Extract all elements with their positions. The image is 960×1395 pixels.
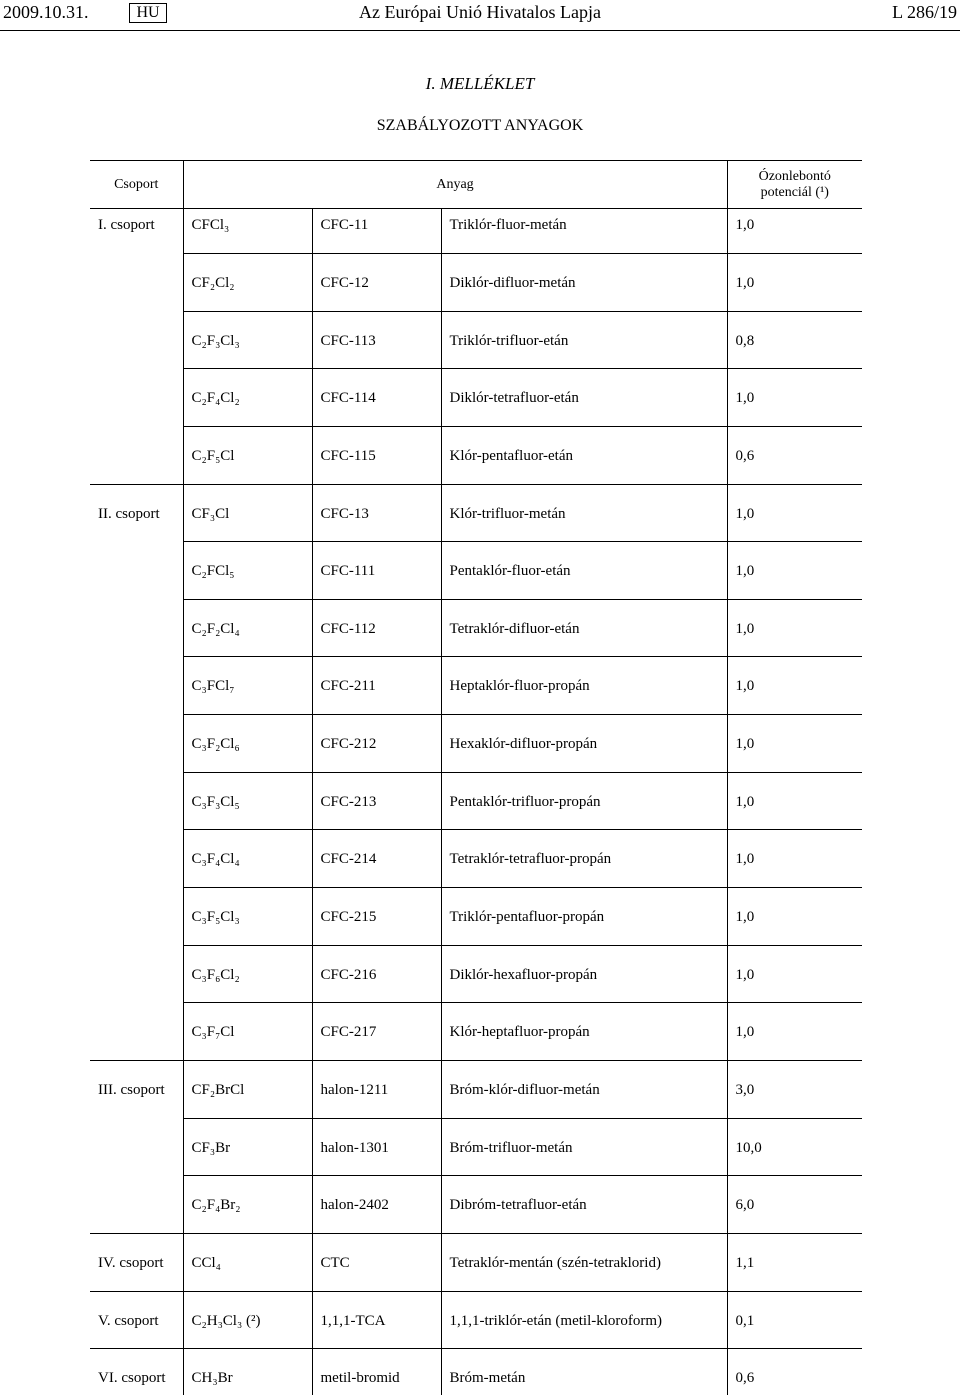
- table-row: [90, 830, 862, 888]
- chemical-formula: C₃F₅Cl₃: [183, 888, 312, 946]
- table-row: [90, 1291, 862, 1349]
- ozone-depletion-potential: 1,0: [727, 830, 862, 888]
- substance-code: CFC-111: [312, 542, 441, 600]
- chemical-formula: C₃F₆Cl₂: [183, 945, 312, 1003]
- publication-date: 2009.10.31.: [3, 2, 89, 22]
- ozone-depletion-potential: 1,0: [727, 484, 862, 542]
- substance-code: CFC-213: [312, 772, 441, 830]
- group-label: V. csoport: [90, 1291, 183, 1349]
- ozone-depletion-potential: 1,0: [727, 369, 862, 427]
- substance-name: Triklór-pentafluor-propán: [441, 888, 727, 946]
- ozone-depletion-potential: 1,0: [727, 209, 862, 254]
- substance-code: CFC-115: [312, 426, 441, 484]
- substance-name: Bróm-klór-difluor-metán: [441, 1060, 727, 1118]
- substance-name: Bróm-trifluor-metán: [441, 1118, 727, 1176]
- table-row: [90, 484, 862, 542]
- table-row: [90, 426, 862, 484]
- substance-code: 1,1,1-TCA: [312, 1291, 441, 1349]
- ozone-depletion-potential: 6,0: [727, 1176, 862, 1234]
- controlled-substances-table: [90, 160, 862, 1395]
- table-row: [90, 1118, 862, 1176]
- ozone-depletion-potential: 10,0: [727, 1118, 862, 1176]
- substance-name: Tetraklór-difluor-etán: [441, 599, 727, 657]
- ozone-depletion-potential: 1,0: [727, 772, 862, 830]
- table-row: [90, 209, 862, 254]
- substance-name: Tetraklór-mentán (szén-tetraklorid): [441, 1233, 727, 1291]
- substance-name: Pentaklór-fluor-etán: [441, 542, 727, 600]
- substance-name: Triklór-trifluor-etán: [441, 311, 727, 369]
- group-label: VI. csoport: [90, 1349, 183, 1395]
- chemical-formula: C₃F₂Cl₆: [183, 715, 312, 773]
- table-row: [90, 1003, 862, 1061]
- substance-name: Klór-pentafluor-etán: [441, 426, 727, 484]
- chemical-formula: C₃F₇Cl: [183, 1003, 312, 1061]
- substance-name: Hexaklór-difluor-propán: [441, 715, 727, 773]
- ozone-depletion-potential: 0,8: [727, 311, 862, 369]
- table-row: [90, 311, 862, 369]
- table-row: [90, 715, 862, 773]
- table-row: [90, 888, 862, 946]
- column-header-odp: [727, 161, 862, 209]
- ozone-depletion-potential: 1,0: [727, 599, 862, 657]
- chemical-formula: C₂F₄Br₂: [183, 1176, 312, 1234]
- group-label: II. csoport: [90, 484, 183, 1060]
- substance-code: CFC-215: [312, 888, 441, 946]
- substance-code: CFC-216: [312, 945, 441, 1003]
- substance-code: CFC-212: [312, 715, 441, 773]
- table-body: [90, 209, 862, 1395]
- table-row: [90, 1060, 862, 1118]
- ozone-depletion-potential: 1,0: [727, 657, 862, 715]
- substance-name: Klór-trifluor-metán: [441, 484, 727, 542]
- substance-name: Bróm-metán: [441, 1349, 727, 1395]
- ozone-depletion-potential: 1,0: [727, 888, 862, 946]
- column-header-group: Csoport: [90, 161, 183, 209]
- ozone-depletion-potential: 1,0: [727, 945, 862, 1003]
- substance-code: CFC-12: [312, 254, 441, 312]
- table-header-row: [90, 161, 862, 209]
- ozone-depletion-potential: 1,0: [727, 715, 862, 773]
- ozone-depletion-potential: 0,1: [727, 1291, 862, 1349]
- column-header-odp-label: Ózonlebontó potenciál (¹): [758, 168, 831, 200]
- substance-code: CTC: [312, 1233, 441, 1291]
- table-row: [90, 1233, 862, 1291]
- table-row: [90, 369, 862, 427]
- chemical-formula: C₂F₄Cl₂: [183, 369, 312, 427]
- substance-name: Diklór-hexafluor-propán: [441, 945, 727, 1003]
- chemical-formula: C₃FCl₇: [183, 657, 312, 715]
- chemical-formula: C₂F₃Cl₃: [183, 311, 312, 369]
- chemical-formula: C₃F₃Cl₅: [183, 772, 312, 830]
- ozone-depletion-potential: 0,6: [735, 1370, 755, 1387]
- chemical-formula: C₂H₃Cl₃ (²): [183, 1291, 312, 1349]
- ozone-depletion-potential: 0,6: [727, 426, 862, 484]
- substance-code: CFC-217: [312, 1003, 441, 1061]
- substance-code: CFC-211: [312, 657, 441, 715]
- table-row: [90, 254, 862, 312]
- ozone-depletion-potential: 1,0: [727, 254, 862, 312]
- group-label: I. csoport: [90, 209, 183, 485]
- substance-code: CFC-113: [312, 311, 441, 369]
- chemical-formula: CF₃Br: [183, 1118, 312, 1176]
- substance-name: Tetraklór-tetrafluor-propán: [441, 830, 727, 888]
- substance-code: metil-bromid: [312, 1349, 441, 1395]
- column-header-substance: Anyag: [183, 161, 727, 209]
- table-row: [90, 1176, 862, 1234]
- chemical-formula: CFCl₃: [183, 209, 312, 254]
- group-label: III. csoport: [90, 1060, 183, 1233]
- table-row: [90, 599, 862, 657]
- substance-code: halon-2402: [312, 1176, 441, 1234]
- substance-code: halon-1211: [312, 1060, 441, 1118]
- substance-code: CFC-214: [312, 830, 441, 888]
- chemical-formula: CH₃Br: [183, 1349, 312, 1395]
- substance-name: Klór-heptafluor-propán: [441, 1003, 727, 1061]
- chemical-formula: CF₂BrCl: [183, 1060, 312, 1118]
- ozone-depletion-potential: 3,0: [727, 1060, 862, 1118]
- ozone-depletion-potential: 1,1: [727, 1233, 862, 1291]
- chemical-formula: C₃F₄Cl₄: [183, 830, 312, 888]
- group-label: IV. csoport: [90, 1233, 183, 1291]
- substance-name: 1,1,1-triklór-etán (metil-kloroform): [441, 1291, 727, 1349]
- table-row: [90, 657, 862, 715]
- substance-code: CFC-13: [312, 484, 441, 542]
- substance-name: Triklór-fluor-metán: [441, 209, 727, 254]
- page-reference: L 286/19: [892, 2, 957, 22]
- chemical-formula: CF₂Cl₂: [183, 254, 312, 312]
- chemical-formula: C₂F₂Cl₄: [183, 599, 312, 657]
- chemical-formula: CCl₄: [183, 1233, 312, 1291]
- substance-name: Dibróm-tetrafluor-etán: [441, 1176, 727, 1234]
- substance-name: Diklór-difluor-metán: [441, 254, 727, 312]
- annex-label: I. MELLÉKLET: [425, 74, 535, 93]
- ozone-depletion-potential: 1,0: [727, 1003, 862, 1061]
- substance-name: Heptaklór-fluor-propán: [441, 657, 727, 715]
- chemical-formula: C₂FCl₅: [183, 542, 312, 600]
- table-row: [90, 542, 862, 600]
- substance-code: CFC-114: [312, 369, 441, 427]
- table-row: [90, 1349, 862, 1395]
- language-code-box: HU: [129, 3, 167, 23]
- table-row: [90, 945, 862, 1003]
- chemical-formula: C₂F₅Cl: [183, 426, 312, 484]
- journal-title: Az Európai Unió Hivatalos Lapja: [359, 2, 601, 22]
- substance-code: CFC-112: [312, 599, 441, 657]
- substance-code: halon-1301: [312, 1118, 441, 1176]
- table-row: [90, 772, 862, 830]
- substance-code: CFC-11: [312, 209, 441, 254]
- substance-name: Diklór-tetrafluor-etán: [441, 369, 727, 427]
- chemical-formula: CF₃Cl: [183, 484, 312, 542]
- header-rule: [0, 30, 960, 31]
- ozone-depletion-potential: 1,0: [727, 542, 862, 600]
- substance-name: Pentaklór-trifluor-propán: [441, 772, 727, 830]
- annex-title: SZABÁLYOZOTT ANYAGOK: [376, 117, 584, 134]
